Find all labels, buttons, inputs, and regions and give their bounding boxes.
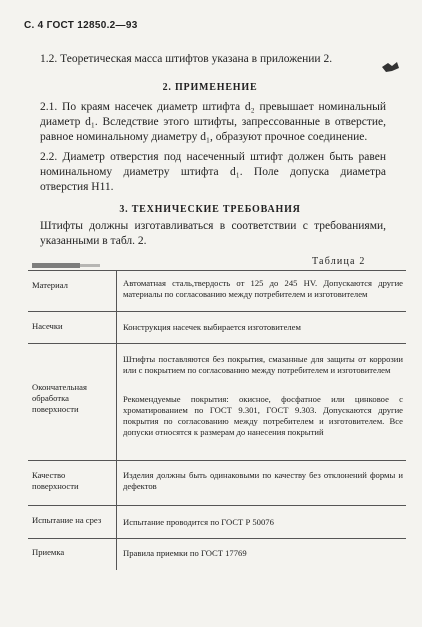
ink-mark [380,60,400,72]
table-caption: Таблица 2 [312,256,366,267]
section-3-intro: Штифты должны изготавливаться в соответствии с требованиями, указанными в табл. 2. [40,220,386,247]
table-row-label: Окончательная обработка поверхности [32,382,87,414]
column-divider [116,270,117,570]
section-2-title: 2. ПРИМЕНЕНИЕ [162,82,258,93]
table-row-label: Приемка [32,547,65,557]
table-row-value-2: Рекомендуемые покрытия: окисное, фосфатное или цинковое с хроматированием по ГОСТ 9.301, ГОСТ 9.303. Допускаются другие покрытия по согласованию между потребителем и изготовителем. Все допуски относятся к размерам до нанесения покрытий [123,394,403,437]
table-row-label: Материал [32,280,68,290]
row-divider [28,343,406,344]
row-divider [28,311,406,312]
row-divider [28,460,406,461]
requirements-table [28,270,406,610]
paragraph-1-2: 1.2. Теоретическая масса штифтов указана в приложении 2. [40,53,333,65]
table-row-value: Штифты поставляются без покрытия, смазанные для защиты от коррозии или с покрытием по согласованию между потребителем и изготовителем [123,354,403,375]
table-row-label: Насечки [32,321,63,331]
table-row-label: Качество поверхности [32,470,79,491]
table-row-label: Испытание на срез [32,515,102,525]
section-3-title: 3. ТЕХНИЧЕСКИЕ ТРЕБОВАНИЯ [119,204,301,215]
table-top-rule [28,270,406,271]
scan-smudge [32,257,102,265]
paragraph-2-1: 2.1. По краям насечек диаметр штифта d₂ превышает номинальный диаметр d₁. Вследствие этого штифты, запрессованные в отверстие, равное номинальному диаметру d₁, образуют прочное соединение. [40,101,386,143]
row-divider [28,538,406,539]
table-row-value: Испытание проводится по ГОСТ Р 50076 [123,517,274,527]
row-divider [28,505,406,506]
table-row-value: Правила приемки по ГОСТ 17769 [123,548,247,558]
table-row-value: Автоматная сталь,твердость от 125 до 245 HV. Допускаются другие материалы по согласованию между потребителем и изготовителем [123,278,403,299]
table-row-value: Изделия должны быть одинаковыми по качеству без отклонений формы и дефектов [123,470,403,491]
table-row-value: Конструкция насечек выбирается изготовителем [123,322,301,332]
page-header: С. 4 ГОСТ 12850.2—93 [24,20,138,31]
paragraph-2-2: 2.2. Диаметр отверстия под насеченный штифт должен быть равен номинальному диаметру штифта d₁. Поле допуска диаметра отверстия H11. [40,151,386,193]
